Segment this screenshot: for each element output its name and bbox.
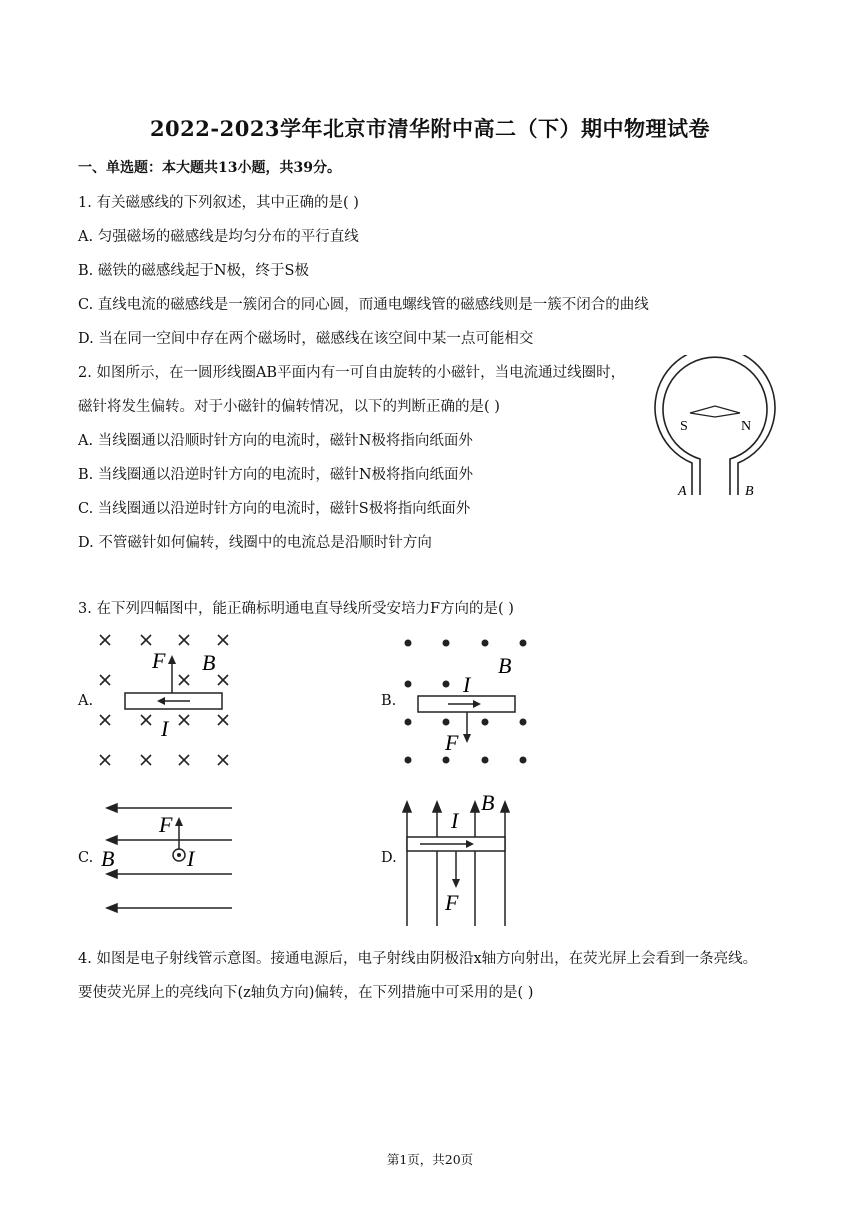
cross-mark [179, 715, 189, 725]
current-label: I [187, 846, 195, 871]
current-label: I [161, 716, 169, 741]
field-line [403, 802, 411, 926]
dot-mark [482, 719, 489, 726]
force-label: F [445, 890, 459, 915]
q1-option-c: C. 直线电流的磁感线是一簇闭合的同心圆，而通电螺线管的磁感线则是一簇不闭合的曲线 [78, 297, 649, 313]
cross-mark [218, 715, 228, 725]
q2-stem-line1: 2. 如图所示，在一圆形线圈AB平面内有一可自由旋转的小磁针，当电流通过线圈时， [78, 365, 626, 381]
compass-needle [690, 406, 740, 417]
q1-stem: 1. 有关磁感线的下列叙述，其中正确的是( ) [78, 195, 359, 211]
q3-figure-b [395, 630, 545, 770]
label-s: S [680, 419, 688, 434]
force-label: F [159, 812, 173, 837]
cross-mark [100, 755, 110, 765]
dot-mark [405, 719, 412, 726]
cross-mark [179, 675, 189, 685]
force-label: F [152, 648, 166, 673]
field-label: B [481, 790, 495, 815]
q1-option-b: B. 磁铁的磁感线起于N极，终于S极 [78, 263, 309, 279]
cross-mark [218, 755, 228, 765]
q3-figure-c [95, 800, 245, 920]
cross-mark [100, 635, 110, 645]
cross-mark [218, 675, 228, 685]
dot-mark [482, 640, 489, 647]
q3-option-d-label: D. [381, 850, 397, 866]
cross-mark [141, 715, 151, 725]
cross-mark [141, 635, 151, 645]
coil-inner-ring [663, 357, 767, 495]
cross-mark [100, 675, 110, 685]
q3-option-a-label: A. [78, 693, 94, 709]
dot-mark [520, 757, 527, 764]
field-line [107, 870, 232, 878]
dot-mark [482, 757, 489, 764]
q3-figure-d [395, 790, 525, 930]
field-line [107, 904, 232, 912]
q1-option-d: D. 当在同一空间中存在两个磁场时，磁感线在该空间中某一点可能相交 [78, 331, 534, 347]
dot-mark [443, 757, 450, 764]
dot-mark [405, 640, 412, 647]
current-label: I [463, 672, 471, 697]
dot-mark [443, 719, 450, 726]
q1-option-a: A. 匀强磁场的磁感线是均匀分布的平行直线 [78, 229, 359, 245]
cross-mark [100, 715, 110, 725]
label-n: N [741, 419, 752, 434]
field-line [433, 802, 441, 926]
force-label: F [445, 730, 459, 755]
field-line [471, 802, 479, 926]
q4-stem-line2: 要使荧光屏上的亮线向下(z轴负方向)偏转，在下列措施中可采用的是( ) [78, 985, 534, 1001]
label-b: B [745, 484, 754, 499]
q2-option-d: D. 不管磁针如何偏转，线圈中的电流总是沿顺时针方向 [78, 535, 432, 551]
field-line [107, 836, 232, 844]
field-label: B [101, 846, 115, 871]
q3-figure-a [95, 630, 245, 770]
q2-option-c: C. 当线圈通以沿逆时针方向的电流时，磁针S极将指向纸面外 [78, 501, 471, 517]
page-footer: 第1页，共20页 [386, 1152, 474, 1167]
q3-option-c-label: C. [78, 850, 94, 866]
dot-mark [405, 681, 412, 688]
dot-mark [520, 719, 527, 726]
cross-mark [179, 635, 189, 645]
q3-stem: 3. 在下列四幅图中，能正确标明通电直导线所受安培力F方向的是( ) [78, 601, 514, 617]
current-label: I [451, 808, 459, 833]
label-a: A [678, 484, 687, 499]
field-label: B [498, 653, 512, 678]
cross-mark [218, 635, 228, 645]
dot-mark [405, 757, 412, 764]
dot-mark [520, 640, 527, 647]
dot-mark [443, 640, 450, 647]
cross-mark [179, 755, 189, 765]
coil-outer-ring [655, 355, 775, 495]
q2-coil-figure [650, 355, 780, 505]
field-line [501, 802, 509, 926]
q4-stem-line1: 4. 如图是电子射线管示意图。接通电源后，电子射线由阴极沿x轴方向射出，在荧光屏上会看到一条亮线。 [78, 951, 758, 967]
field-label: B [202, 650, 216, 675]
q3-option-b-label: B. [381, 693, 397, 709]
dot-mark [443, 681, 450, 688]
q2-stem-line2: 磁针将发生偏转。对于小磁针的偏转情况，以下的判断正确的是( ) [78, 399, 500, 415]
q2-option-b: B. 当线圈通以沿逆时针方向的电流时，磁针N极将指向纸面外 [78, 467, 474, 483]
page-title: 2022-2023学年北京市清华附中高二（下）期中物理试卷 [149, 116, 711, 141]
section-heading: 一、单选题：本大题共13小题，共39分。 [78, 160, 341, 176]
cross-mark [141, 755, 151, 765]
field-line [107, 804, 232, 812]
q2-option-a: A. 当线圈通以沿顺时针方向的电流时，磁针N极将指向纸面外 [78, 433, 473, 449]
